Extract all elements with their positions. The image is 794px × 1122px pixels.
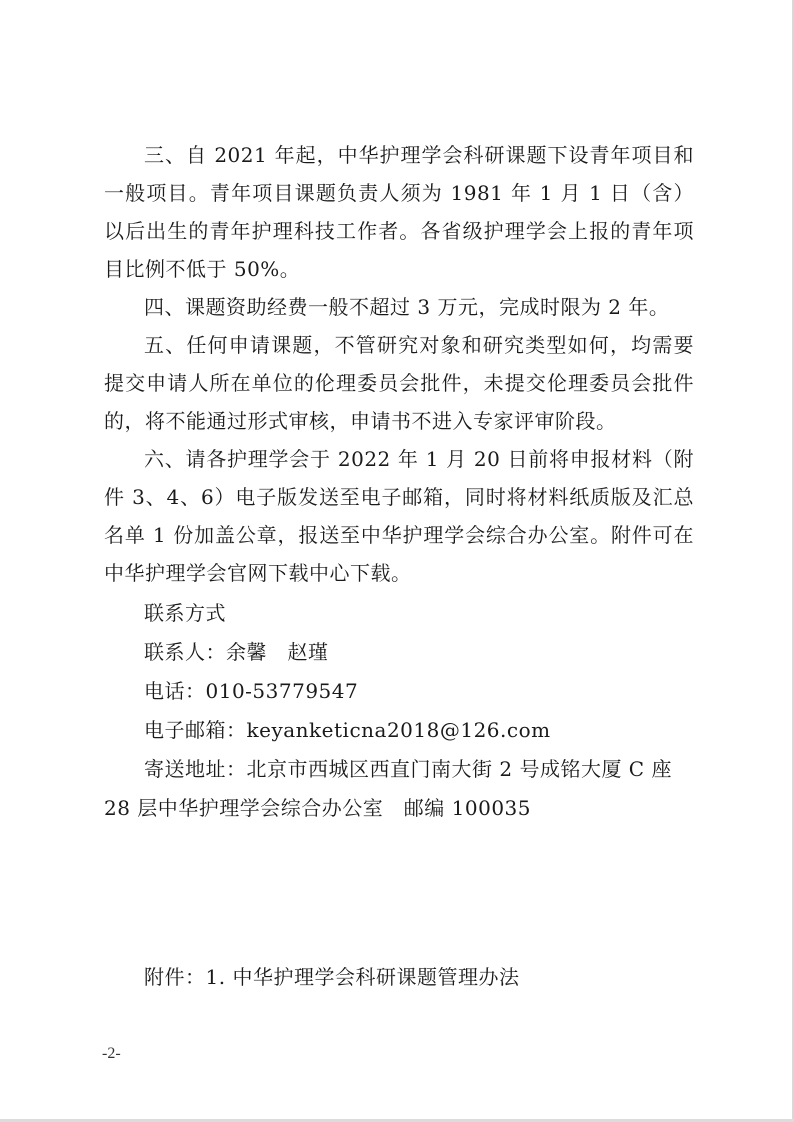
contact-address-line1: 寄送地址：北京市西城区西直门南大街 2 号成铭大厦 C 座	[144, 757, 672, 781]
paragraph-item-6: 六、请各护理学会于 2022 年 1 月 20 日前将申报材料（附件 3、4、6）电子版发送至电子邮箱，同时将材料纸质版及汇总名单 1 份加盖公章，报送至中华护理学会综合办公室。附件可在中华护理学会官网下载中心下载。	[104, 447, 694, 585]
page-number: -2-	[102, 1045, 121, 1062]
body-text	[104, 136, 694, 592]
contact-address-line2: 28 层中华护理学会综合办公室 邮编 100035	[104, 796, 532, 820]
attachment-line: 附件：1. 中华护理学会科研课题管理办法	[144, 965, 520, 989]
paragraph-item-5: 五、任何申请课题，不管研究对象和研究类型如何，均需要提交申请人所在单位的伦理委员会批件，未提交伦理委员会批件的，将不能通过形式审核，申请书不进入专家评审阶段。	[104, 333, 694, 433]
contact-heading: 联系方式	[144, 601, 226, 625]
paragraph-item-3: 三、自 2021 年起，中华护理学会科研课题下设青年项目和一般项目。青年项目课题负责人须为 1981 年 1 月 1 日（含）以后出生的青年护理科技工作者。各省级护理学会上报的青年项目比例不低于 50%。	[104, 143, 694, 281]
contact-block	[104, 594, 694, 828]
paragraph-item-4: 四、课题资助经费一般不超过 3 万元，完成时限为 2 年。	[144, 295, 670, 319]
contact-email: 电子邮箱：keyanketicna2018@126.com	[144, 718, 551, 742]
contact-phone: 电话：010-53779547	[144, 679, 359, 703]
contact-person: 联系人：余馨 赵瑾	[144, 640, 329, 664]
